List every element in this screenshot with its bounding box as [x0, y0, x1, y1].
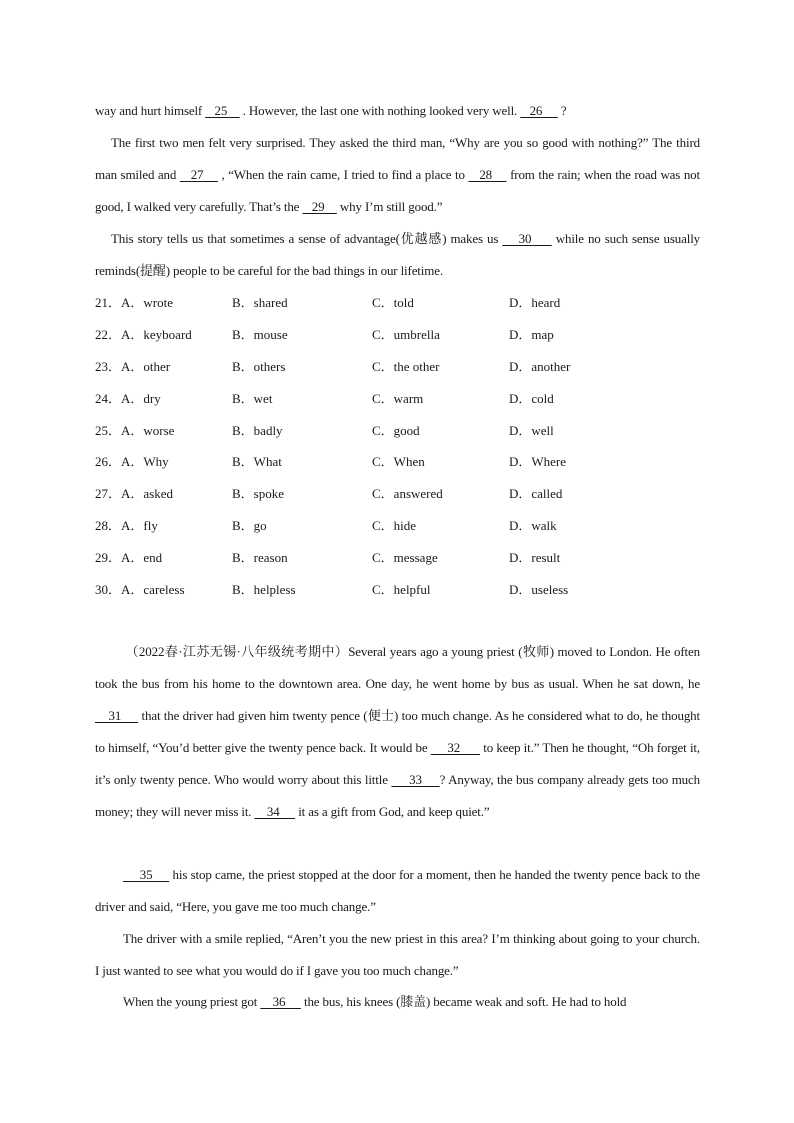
option-d[interactable]: D．map	[509, 327, 554, 343]
text-run: , “When the rain came, I tried to find a place to	[217, 167, 469, 182]
option-d[interactable]: D．Where	[509, 454, 567, 470]
blank-31[interactable]: 31	[95, 708, 139, 723]
option-a[interactable]: A．wrote	[121, 295, 174, 311]
blank-34[interactable]: 34	[254, 804, 296, 819]
text-run: while no such sense usually reminds(提醒) people to be careful for the bad things in our lifetime.	[95, 231, 701, 278]
option-c[interactable]: C．helpful	[372, 581, 431, 597]
blank-26[interactable]: 26	[520, 103, 558, 118]
option-d[interactable]: D．heard	[509, 295, 561, 311]
option-a[interactable]: A．asked	[121, 486, 174, 502]
passage1-paragraph2	[95, 127, 700, 223]
text-run: why I’m still good.”	[336, 199, 443, 214]
option-row	[95, 572, 700, 604]
passage1-line1	[95, 95, 700, 127]
option-a[interactable]: A．Why	[121, 454, 169, 470]
text-run: from the rain; when the road was not good, I walked very carefully. That’s the	[95, 167, 700, 214]
option-row	[95, 509, 700, 541]
option-d[interactable]: D．another	[509, 358, 571, 374]
option-d[interactable]: D．well	[509, 422, 554, 438]
option-b[interactable]: B．shared	[232, 295, 288, 311]
option-b[interactable]: B．spoke	[232, 486, 285, 502]
question-number: 21．	[95, 295, 122, 311]
text-run: it as a gift from God, and keep quiet.”	[295, 804, 490, 819]
text-run: that the driver had given him twenty pence (便士) too much change. As he considered what to do, he thought to himself, “You’d better give the twenty pence back. It would be	[95, 708, 700, 755]
options-table	[95, 286, 700, 604]
blank-29[interactable]: 29	[302, 199, 337, 214]
text-run: his stop came, the priest stopped at the door for a moment, then he handed the twenty pence back to the driver and said, “Here, you gave me too much change.”	[95, 867, 700, 914]
option-c[interactable]: C．When	[372, 454, 425, 470]
option-d[interactable]: D．useless	[509, 581, 569, 597]
option-d[interactable]: D．called	[509, 486, 563, 502]
option-row	[95, 477, 700, 509]
text-run: ? Anyway, the bus company already gets too much money; they will never miss it.	[95, 772, 700, 819]
text-run: the bus, his knees (膝盖) became weak and soft. He had to hold	[300, 994, 627, 1009]
option-row	[95, 413, 700, 445]
option-a[interactable]: A．other	[121, 358, 171, 374]
option-b[interactable]: B．helpless	[232, 581, 296, 597]
blank-28[interactable]: 28	[468, 167, 507, 182]
text-run: The first two men felt very surprised. They asked the third man, “Why are you so good with nothing?” The third man smiled and	[95, 135, 700, 182]
option-b[interactable]: B．others	[232, 358, 286, 374]
option-c[interactable]: C．the other	[372, 358, 440, 374]
text-run: . However, the last one with nothing looked very well.	[239, 103, 521, 118]
text-run: This story tells us that sometimes a sense of advantage(优越感) makes us	[111, 231, 503, 246]
blank-30[interactable]: 30	[502, 231, 552, 246]
passage2-paragraph4	[95, 986, 700, 1018]
option-c[interactable]: C．told	[372, 295, 414, 311]
option-a[interactable]: A．keyboard	[121, 327, 192, 343]
passage2-paragraph3	[95, 923, 700, 987]
text-run: The driver with a smile replied, “Aren’t you the new priest in this area? I’m thinking about going to your church. I just wanted to see what you would do if I gave you too much change.”	[95, 931, 700, 978]
option-a[interactable]: A．end	[121, 549, 163, 565]
option-row	[95, 445, 700, 477]
option-b[interactable]: B．go	[232, 517, 267, 533]
option-d[interactable]: D．result	[509, 549, 561, 565]
question-number: 27．	[95, 486, 122, 502]
text-run: When the young priest got	[123, 994, 261, 1009]
question-number: 24．	[95, 390, 122, 406]
question-number: 30．	[95, 581, 122, 597]
passage1-paragraph3	[95, 223, 700, 287]
question-number: 25．	[95, 422, 122, 438]
option-row	[95, 350, 700, 382]
option-d[interactable]: D．walk	[509, 517, 557, 533]
option-c[interactable]: C．good	[372, 422, 420, 438]
blank-36[interactable]: 36	[260, 994, 301, 1009]
option-b[interactable]: B．mouse	[232, 327, 288, 343]
option-row	[95, 318, 700, 350]
passage2-paragraph1	[95, 636, 700, 828]
option-a[interactable]: A．worse	[121, 422, 175, 438]
option-c[interactable]: C．message	[372, 549, 438, 565]
option-c[interactable]: C．answered	[372, 486, 443, 502]
text-run: （2022春·江苏无锡·八年级统考期中）Several years ago a young priest (牧师) moved to London. He often took the bus from his home to the downtown area. One day, he went home by bus as usual. When he sat down, he	[95, 644, 700, 691]
text-run: to keep it.” Then he thought, “Oh forget it, it’s only twenty pence. Who would worry about this little	[95, 740, 700, 787]
option-b[interactable]: B．badly	[232, 422, 283, 438]
blank-25[interactable]: 25	[205, 103, 240, 118]
passage2-paragraph2	[95, 859, 700, 923]
option-b[interactable]: B．reason	[232, 549, 288, 565]
question-number: 29．	[95, 549, 122, 565]
option-c[interactable]: C．hide	[372, 517, 417, 533]
blank-32[interactable]: 32	[430, 740, 480, 755]
question-number: 26．	[95, 454, 122, 470]
option-d[interactable]: D．cold	[509, 390, 554, 406]
option-b[interactable]: B．wet	[232, 390, 273, 406]
option-a[interactable]: A．fly	[121, 517, 158, 533]
option-a[interactable]: A．dry	[121, 390, 161, 406]
blank-35[interactable]: 35	[123, 867, 170, 882]
question-number: 28．	[95, 517, 122, 533]
option-row	[95, 540, 700, 572]
question-number: 23．	[95, 358, 122, 374]
blank-33[interactable]: 33	[391, 772, 440, 787]
option-b[interactable]: B．What	[232, 454, 282, 470]
option-c[interactable]: C．warm	[372, 390, 424, 406]
option-a[interactable]: A．careless	[121, 581, 185, 597]
option-row	[95, 286, 700, 318]
option-c[interactable]: C．umbrella	[372, 327, 440, 343]
text-run: ?	[557, 103, 567, 118]
blank-27[interactable]: 27	[179, 167, 218, 182]
text-run: way and hurt himself	[95, 103, 206, 118]
question-number: 22．	[95, 327, 122, 343]
option-row	[95, 381, 700, 413]
